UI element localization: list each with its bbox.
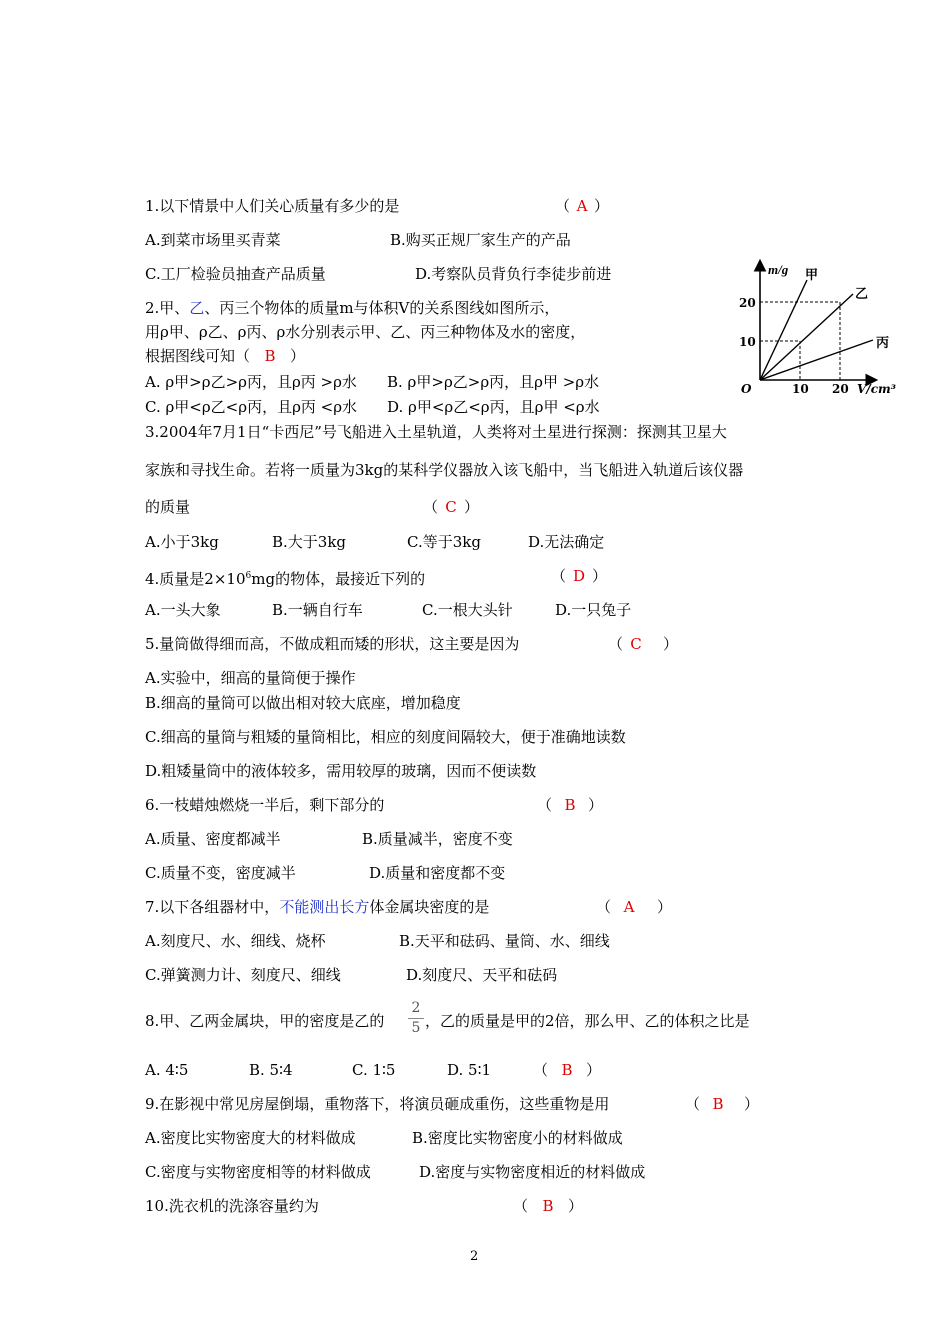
q2-option-c: C. ρ甲<ρ乙<ρ丙，且ρ丙 <ρ水	[145, 398, 358, 416]
q7-option-d: D.刻度尺、天平和砝码	[406, 966, 558, 984]
q3-answer: （ C ）	[423, 498, 480, 516]
line-jia	[760, 280, 807, 380]
q1-option-a: A.到菜市场里买青菜	[145, 231, 281, 249]
mass-volume-graph	[735, 257, 910, 397]
q3-option-c: C.等于3kg	[407, 533, 481, 551]
q1-option-b: B.购买正规厂家生产的产品	[390, 231, 571, 249]
q3-stem-line2: 家族和寻找生命。若将一质量为3kg的某科学仪器放入该飞船中，当飞船进入轨道后该仪器	[145, 461, 744, 479]
q7-option-c: C.弹簧测力计、刻度尺、细线	[145, 966, 341, 984]
label-yi: 乙	[855, 287, 869, 302]
q4-option-b: B.一辆自行车	[272, 601, 363, 619]
q8-option-b: B. 5∶4	[249, 1061, 293, 1079]
q8-fraction-den: 5	[411, 1020, 421, 1036]
q9-option-c: C.密度与实物密度相等的材料做成	[145, 1163, 371, 1181]
q8-fraction-num: 2	[411, 1000, 421, 1016]
q4-option-a: A.一头大象	[145, 601, 221, 619]
q10-stem: 10.洗衣机的洗涤容量约为	[145, 1197, 319, 1215]
q4-option-d: D.一只兔子	[555, 601, 632, 619]
q9-stem: 9.在影视中常见房屋倒塌，重物落下，将演员砸成重伤，这些重物是用	[145, 1095, 610, 1113]
q2-stem: 2.甲、乙、丙三个物体的质量m与体积V的关系图线如图所示，	[145, 299, 560, 317]
label-jia: 甲	[805, 268, 819, 283]
origin-label: O	[741, 382, 752, 396]
q2-option-d: D. ρ甲<ρ乙<ρ丙，且ρ甲 <ρ水	[387, 398, 600, 416]
y-tick-10: 10	[739, 335, 756, 349]
q3-option-d: D.无法确定	[528, 533, 605, 551]
q3-stem-line3: 的质量	[145, 498, 191, 516]
q1-option-d: D.考察队员背负行李徒步前进	[415, 265, 612, 283]
q8-fraction	[408, 1000, 424, 1037]
q4-option-c: C.一根大头针	[422, 601, 513, 619]
q7-option-a: A.刻度尺、水、细线、烧杯	[145, 932, 326, 950]
q7-option-b: B.天平和砝码、量筒、水、细线	[399, 932, 610, 950]
q3-option-a: A.小于3kg	[145, 533, 219, 551]
x-axis-label: V/cm³	[857, 382, 896, 396]
q8-stem-part1: 8.甲、乙两金属块，甲的密度是乙的	[145, 1012, 385, 1030]
q2-stem-line2: 用ρ甲、ρ乙、ρ丙、ρ水分别表示甲、乙、丙三种物体及水的密度，	[145, 323, 586, 341]
q6-answer: （ B ）	[537, 796, 604, 814]
q2-option-a: A. ρ甲>ρ乙>ρ丙，且ρ丙 >ρ水	[145, 373, 357, 391]
y-tick-20: 20	[739, 296, 756, 310]
q8-option-d: D. 5∶1	[447, 1061, 492, 1079]
q5-option-a: A.实验中，细高的量筒便于操作	[145, 669, 356, 687]
q4-stem: 4.质量是$2\times 10^6mg$的物体，最接近下列的	[145, 570, 426, 588]
q8-option-c: C. 1∶5	[352, 1061, 396, 1079]
q10-answer: （ B ）	[513, 1197, 584, 1215]
q6-option-b: B.质量减半，密度不变	[362, 830, 513, 848]
q6-option-a: A.质量、密度都减半	[145, 830, 281, 848]
x-tick-10: 10	[792, 382, 809, 396]
page-number: 2	[470, 1249, 479, 1264]
q5-option-b: B.细高的量筒可以做出相对较大底座，增加稳度	[145, 694, 461, 712]
q5-stem: 5.量筒做得细而高，不做成粗而矮的形状，这主要是因为	[145, 635, 520, 653]
q6-option-c: C.质量不变，密度减半	[145, 864, 296, 882]
q8-stem-part2: ，乙的质量是甲的2倍，那么甲、乙的体积之比是	[425, 1012, 750, 1030]
x-tick-20: 20	[832, 382, 849, 396]
q5-option-c: C.细高的量筒与粗矮的量筒相比，相应的刻度间隔较大，便于准确地读数	[145, 728, 626, 746]
q7-stem: 7.以下各组器材中，不能测出长方体金属块密度的是	[145, 898, 490, 916]
line-bing	[760, 340, 873, 380]
q2-stem-line3: 根据图线可知（ B ）	[145, 347, 306, 365]
q3-option-b: B.大于3kg	[272, 533, 347, 551]
q1-option-c: C.工厂检验员抽查产品质量	[145, 265, 326, 283]
q6-stem: 6.一枝蜡烛燃烧一半后，剩下部分的	[145, 796, 385, 814]
q7-answer: （ A ）	[596, 898, 673, 916]
q3-stem-line1: 3.2004年7月1日“卡西尼”号飞船进入土星轨道，人类将对土星进行探测：探测其卫星大	[145, 423, 727, 441]
q9-option-b: B.密度比实物密度小的材料做成	[412, 1129, 623, 1147]
q9-option-a: A.密度比实物密度大的材料做成	[145, 1129, 356, 1147]
q1-answer: （ A ）	[555, 197, 610, 215]
q9-option-d: D.密度与实物密度相近的材料做成	[419, 1163, 646, 1181]
q6-option-d: D.质量和密度都不变	[369, 864, 506, 882]
q8-answer: （ B ）	[533, 1061, 602, 1079]
q4-answer: （ D ）	[551, 567, 608, 585]
q1-stem: 1.以下情景中人们关心质量有多少的是	[145, 197, 400, 215]
q5-answer: （ C ）	[608, 635, 679, 653]
q8-option-a: A. 4∶5	[145, 1061, 189, 1079]
line-yi	[760, 294, 853, 380]
q5-option-d: D.粗矮量筒中的液体较多，需用较厚的玻璃，因而不便读数	[145, 762, 537, 780]
y-axis-label: m/g	[768, 262, 789, 277]
q9-answer: （ B ）	[685, 1095, 760, 1113]
label-bing: 丙	[876, 336, 890, 351]
q2-option-b: B. ρ甲>ρ乙>ρ丙，且ρ甲 >ρ水	[387, 373, 600, 391]
